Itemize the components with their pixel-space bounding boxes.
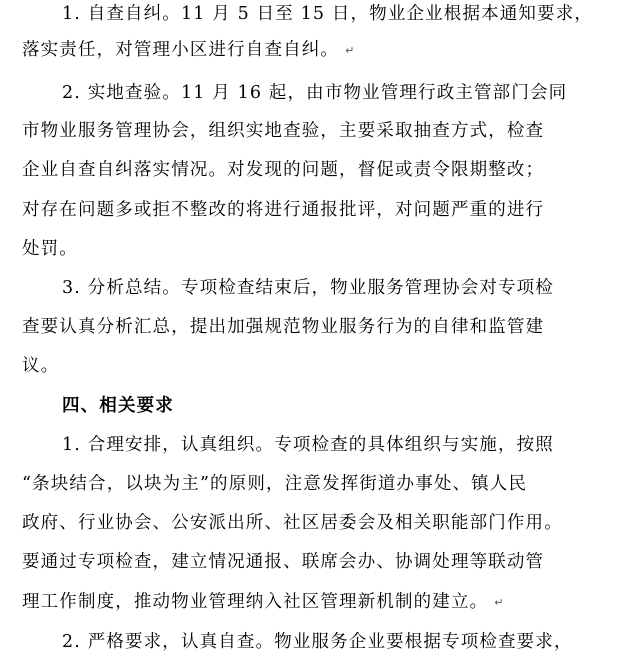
- section-heading: 四、相关要求: [62, 396, 174, 416]
- paragraph-4-line-4: 要通过专项检查，建立情况通报、联席会办、协调处理等联动管: [22, 552, 545, 572]
- paragraph-5-line-1: 2. 严格要求，认真自查。物业服务企业要根据专项检查要求，: [62, 632, 573, 652]
- paragraph-1-line-2: [22, 38, 355, 62]
- paragraph-3-line-1: 3. 分析总结。专项检查结束后，物业服务管理协会对专项检: [62, 278, 554, 298]
- paragraph-2-line-3: 企业自查自纠落实情况。对发现的问题，督促或责令限期整改；: [22, 160, 545, 180]
- paragraph-4-line-1: 1. 合理安排，认真组织。专项检查的具体组织与实施，按照: [62, 435, 554, 455]
- paragraph-4-line-3: 政府、行业协会、公安派出所、社区居委会及相关职能部门作用。: [22, 513, 563, 533]
- paragraph-2-line-5: 处罚。: [22, 239, 78, 259]
- paragraph-mark-icon: ↵: [494, 595, 505, 609]
- paragraph-3-line-2: 查要认真分析汇总，提出加强规范物业服务行为的自律和监管建: [22, 317, 545, 337]
- paragraph-4-line-5: [22, 590, 505, 614]
- paragraph-4-line-5-text: 理工作制度，推动物业管理纳入社区管理新机制的建立。: [22, 592, 489, 612]
- paragraph-1-line-1: 1. 自查自纠。11 月 5 日至 15 日，物业企业根据本通知要求，: [62, 4, 593, 24]
- paragraph-mark-icon: ↵: [345, 43, 356, 57]
- paragraph-2-line-2: 市物业服务管理协会，组织实地查验，主要采取抽查方式，检查: [22, 121, 545, 141]
- paragraph-4-line-2: “条块结合，以块为主”的原则，注意发挥街道办事处、镇人民: [22, 474, 528, 494]
- paragraph-3-line-3: 议。: [22, 356, 60, 376]
- paragraph-2-line-4: 对存在问题多或拒不整改的将进行通报批评，对问题严重的进行: [22, 200, 545, 220]
- paragraph-1-line-2-text: 落实责任，对管理小区进行自查自纠。: [22, 40, 340, 60]
- paragraph-2-line-1: 2. 实地查验。11 月 16 起，由市物业管理行政主管部门会同: [62, 83, 568, 103]
